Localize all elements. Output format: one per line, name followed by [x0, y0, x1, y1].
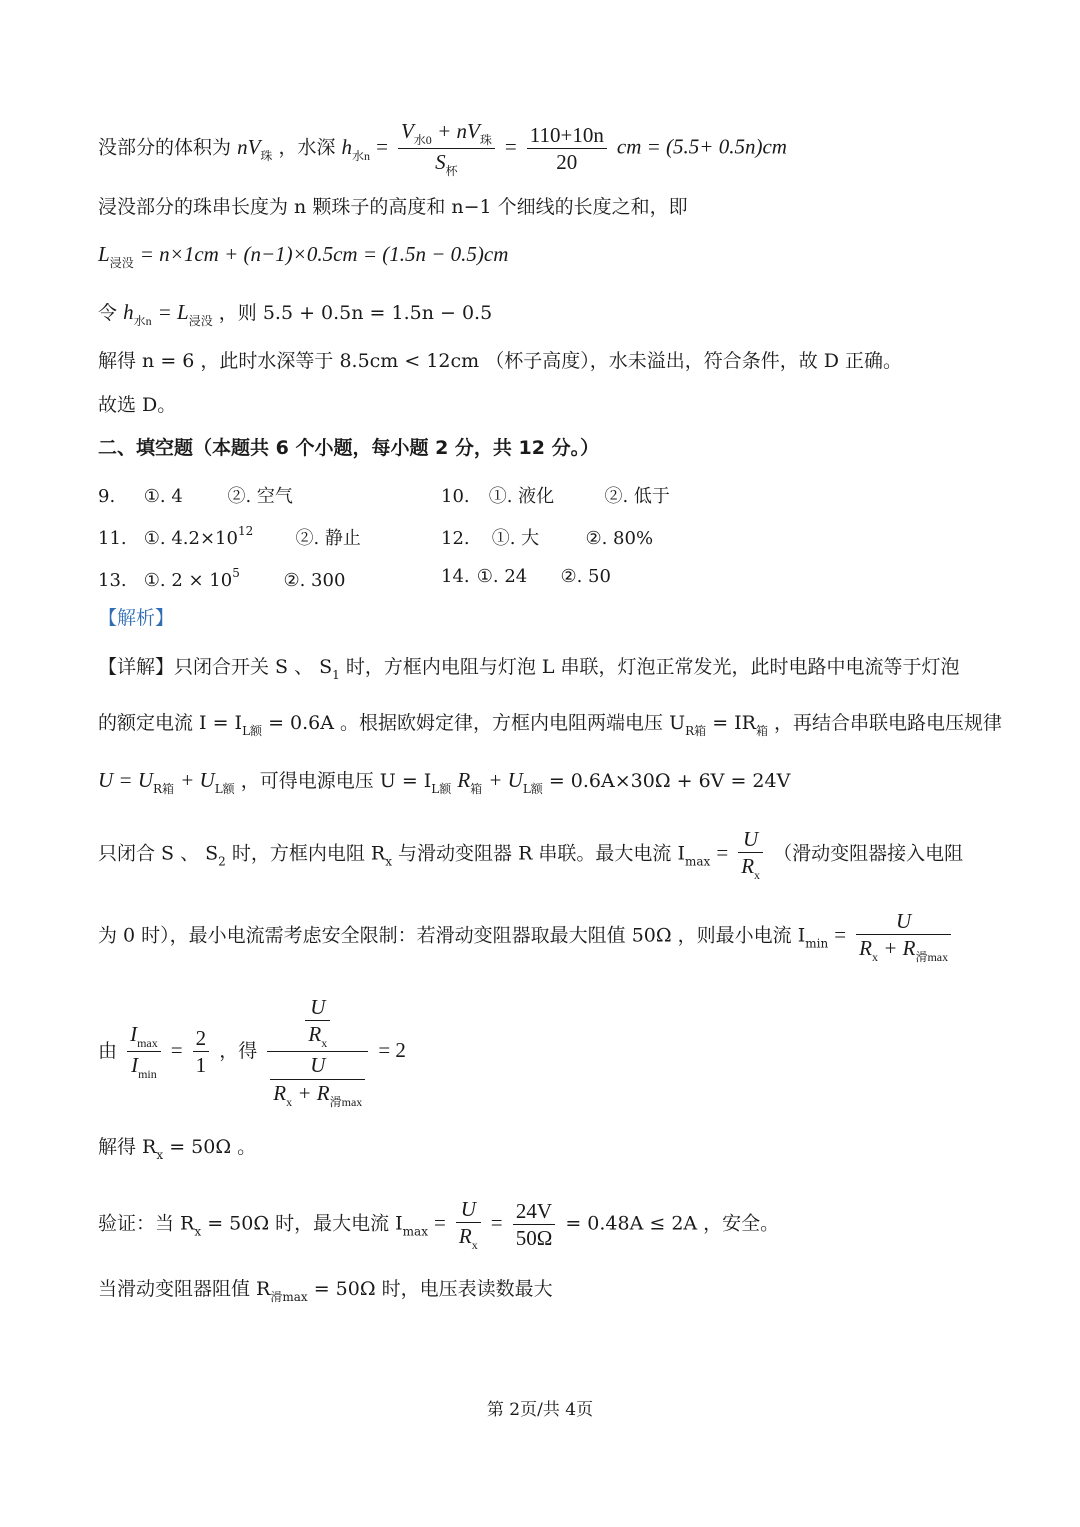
fraction-compound: $\frac{\frac{U}{R_x}}{\frac{U}{R_x + R_{滑max}}}$ [267, 994, 368, 1110]
answer-9: 9. ①. 4 ②. 空气 [98, 486, 293, 507]
math-nV: $nV_珠$ [237, 134, 273, 163]
page-footer: 第 2页/共 4页 [486, 1400, 594, 1420]
fraction-numeric: $\frac{110+10n}{20}$ [527, 122, 607, 176]
math-L: = $L_{浸没}$ [157, 300, 213, 328]
fraction-verify-1: $\frac{U}{R_x}$ [456, 1196, 481, 1253]
fraction-ratio: $\frac{I_{max}}{I_{min}}$ [127, 1021, 161, 1082]
answer-14: 14. ①. 24 ②. 50 [441, 566, 611, 587]
text-line-5 [98, 352, 902, 371]
equals-sign: = [504, 134, 517, 159]
text-segment: 故选 D。 [98, 394, 177, 416]
math-expression: = n×1cm + (n−1)×0.5cm = (1.5n − 0.5)cm [139, 242, 509, 266]
fraction-verify-2: $\frac{24V}{50\Omega}$ [513, 1198, 556, 1252]
detail-line-8: 验证：当 $R_x = 50\Omega$ 时，最大电流 $I_{max}$ = $\frac{U}{R_x}$ = $\frac{24V}{50\Omega}$ = 0.48A ≤ 2A ，安全。 [98, 1197, 780, 1253]
math-L: $L_{浸没}$ [98, 242, 134, 270]
answer-12: 12. ①. 大 ②. 80% [441, 528, 654, 549]
detail-line-6: 由 $\frac{I_{max}}{I_{min}}$ = $\frac{2}{1}$ ，得 $\frac{\frac{U}{R_x}}{\frac{U}{R_x + R_{滑max}}}$ = 2 [98, 995, 406, 1109]
answer-11: 11. ①. $4.2\times 10^{12}$ ②. 静止 [98, 524, 361, 549]
detail-line-9: 当滑动变阻器阻值 $R_{滑max} = 50\Omega$ 时，电压表读数最大 [98, 1278, 553, 1304]
text-segment: ，水深 [278, 136, 336, 159]
math-h: $h_{水n}$ [341, 134, 371, 163]
detail-line-3: $U = U_{R箱} + U_{L额}$ ，可得电源电压 $U = I_{L额}$ $R_箱 + U_{L额} = 0.6A\times 30\Omega + 6V = 24V$ [98, 768, 791, 796]
fraction-volume: $\frac{V_{水0} + nV_珠}{S_杯}$ [398, 118, 495, 179]
detail-line-4: 只闭合 S 、 $S_2$ 时，方框内电阻 $R_x$ 与滑动变阻器 R 串联。最大电流 $I_{max}$ = $\frac{U}{R_x}$ （滑动变阻器接入电阻 [98, 827, 964, 883]
text-line-3 [98, 244, 508, 269]
fraction-two-one: $\frac{2}{1}$ [193, 1025, 210, 1079]
text-segment: 令 [98, 302, 118, 324]
text-segment: 解得 n = 6 ，此时水深等于 8.5cm < 12cm （杯子高度），水未溢出，符合条件，故 D 正确。 [98, 350, 903, 372]
analysis-label: 【解析】 [98, 607, 175, 629]
text-line-1 [98, 118, 787, 179]
detail-line-2: 的额定电流 $I = I_{L额} = 0.6A$ 。根据欧姆定律，方框内电阻两端电压 $U_{R箱} = IR_箱$ ，再结合串联电路电压规律 [98, 712, 1003, 738]
section-title: 二、填空题（本题共 6 个小题，每小题 2 分，共 12 分。） [98, 437, 600, 459]
detail-line-5: 为 0 时），最小电流需考虑安全限制：若滑动变阻器取最大阻值 50Ω ，则最小电流 $I_{min}$ = $\frac{U}{R_x + R_{滑max}}$ [98, 908, 955, 965]
answer-13: 13. ①. $2 \times 10^5$ ②. 300 [98, 566, 346, 591]
math-h: $h_{水n}$ [123, 300, 152, 328]
text-segment: 没部分的体积为 [98, 136, 232, 159]
answer-10: 10. ①. 液化 ②. 低于 [441, 486, 670, 507]
text-line-4 [98, 302, 492, 327]
math-result: cm = (5.5+ 0.5n)cm [616, 134, 787, 159]
fraction-imin: $\frac{U}{R_x + R_{滑max}}$ [856, 908, 951, 965]
equals-sign: = [376, 134, 388, 159]
text-segment: 浸没部分的珠串长度为 n 颗珠子的高度和 n−1 个细线的长度之和，即 [98, 196, 688, 218]
text-line-2 [98, 198, 688, 217]
text-segment: ，则 5.5 + 0.5n = 1.5n − 0.5 [218, 302, 493, 324]
fraction-imax: $\frac{U}{R_x}$ [738, 826, 763, 883]
detail-line-7: 解得 $R_x = 50\Omega$ 。 [98, 1136, 257, 1162]
text-line-6 [98, 396, 176, 415]
detail-line-1: 【详解】只闭合开关 S 、 $S_1$ 时，方框内电阻与灯泡 L 串联，灯泡正常发光，此时电路中电流等于灯泡 [98, 656, 960, 682]
